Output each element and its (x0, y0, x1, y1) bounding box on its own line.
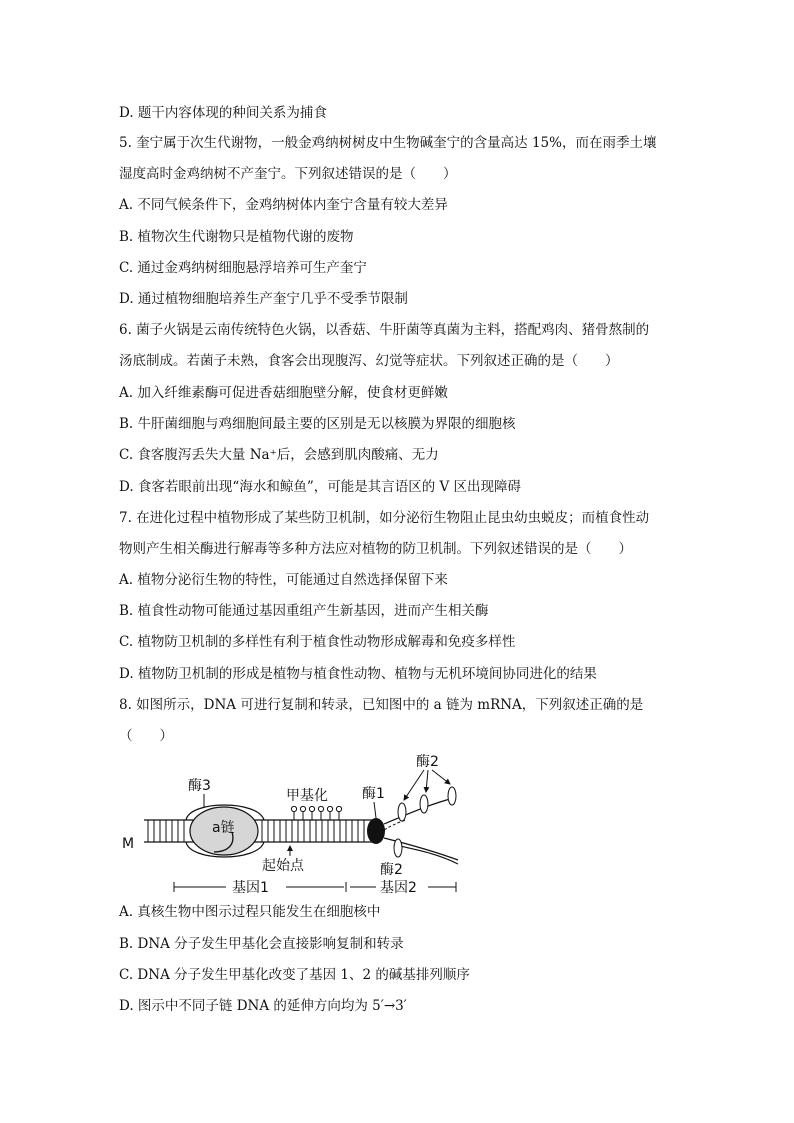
q4-option-d: D. 题干内容体现的种间关系为捕食 (119, 105, 327, 121)
enzyme1-shape (367, 818, 385, 844)
q7-option-b: B. 植食性动物可能通过基因重组产生新基因，进而产生相关酶 (119, 603, 489, 619)
transcript-lower-strand-2 (400, 846, 458, 864)
q5-stem-line1: 5. 奎宁属于次生代谢物，一般金鸡纳树树皮中生物碱奎宁的含量高达 15%，而在雨季土壤 (119, 135, 657, 151)
q8-option-a: A. 真核生物中图示过程只能发生在细胞核中 (119, 904, 381, 920)
q6-option-d: D. 食客若眼前出现“海水和鲸鱼”，可能是其言语区的 V 区出现障碍 (119, 479, 522, 495)
start-site-label: 起始点 (262, 858, 304, 874)
q5-option-c: C. 通过金鸡纳树细胞悬浮培养可生产奎宁 (119, 260, 367, 276)
q6-option-b: B. 牛肝菌细胞与鸡细胞间最主要的区别是无以核膜为界限的细胞核 (119, 416, 516, 432)
methylation-label: 甲基化 (286, 788, 328, 804)
methyl-group (309, 806, 314, 811)
enzyme1-label: 酶1 (362, 786, 385, 802)
q8-stem-line2: （ ） (119, 728, 173, 744)
enzyme3-label: 酶3 (188, 778, 211, 794)
transcript-upper-strand (384, 798, 454, 824)
q6-stem-line2: 汤底制成。若菌子未熟，食客会出现腹泻、幻觉等症状。下列叙述正确的是（ ） (119, 353, 619, 369)
enzyme1-pointer (374, 802, 376, 818)
gene2-label: 基因2 (380, 880, 417, 896)
enzyme2-top-arrow-2 (426, 770, 428, 792)
enzyme2-top-shape-2 (420, 795, 428, 813)
q5-stem-line2: 湿度高时金鸡纳树不产奎宁。下列叙述错误的是（ ） (119, 166, 457, 182)
q5-option-a: A. 不同气候条件下，金鸡纳树体内奎宁含量有较大差异 (119, 197, 448, 213)
q6-option-a: A. 加入纤维素酶可促进香菇细胞壁分解，使食材更鲜嫩 (119, 385, 448, 401)
enzyme2-top-shape-3 (448, 787, 456, 805)
q7-stem-line2: 物则产生相关酶进行解毒等多种方法应对植物的防卫机制。下列叙述错误的是（ ） (119, 541, 632, 557)
q5-option-d: D. 通过植物细胞培养生产奎宁几乎不受季节限制 (119, 291, 408, 307)
enzyme2-bottom-label: 酶2 (380, 862, 403, 878)
gene1-label: 基因1 (232, 880, 269, 896)
methyl-group (327, 806, 332, 811)
q5-option-b: B. 植物次生代谢物只是植物代谢的废物 (119, 229, 354, 245)
m-label: M (122, 836, 135, 852)
enzyme2-bottom-shape (394, 839, 402, 857)
q8-option-d: D. 图示中不同子链 DNA 的延伸方向均为 5′→3′ (119, 998, 407, 1014)
q8-option-b: B. DNA 分子发生甲基化会直接影响复制和转录 (119, 936, 404, 952)
dna-replication-transcription-diagram (118, 748, 468, 896)
methyl-group (291, 806, 296, 811)
methyl-group (336, 806, 341, 811)
enzyme2-top-label: 酶2 (416, 754, 439, 770)
transcript-upper-dash (384, 820, 406, 830)
methylation-marks (291, 806, 341, 820)
q7-option-c: C. 植物防卫机制的多样性有利于植食性动物形成解毒和免疫多样性 (119, 634, 516, 650)
a-chain-label: a链 (212, 820, 235, 836)
enzyme2-top-arrow-1 (404, 770, 424, 800)
q7-stem-line1: 7. 在进化过程中植物形成了某些防卫机制，如分泌衍生物阻止昆虫幼虫蜕皮；而植食性动 (119, 510, 650, 526)
q8-option-c: C. DNA 分子发生甲基化改变了基因 1、2 的碱基排列顺序 (119, 967, 470, 983)
q7-option-d: D. 植物防卫机制的形成是植物与植食性动物、植物与无机环境间协同进化的结果 (119, 666, 597, 682)
q6-option-c: C. 食客腹泻丢失大量 Na⁺后，会感到肌肉酸痛、无力 (119, 447, 439, 463)
q6-stem-line1: 6. 菌子火锅是云南传统特色火锅，以香菇、牛肝菌等真菌为主料，搭配鸡肉、猪骨熬制的 (119, 322, 650, 338)
enzyme2-top-arrow-3 (432, 770, 450, 784)
methyl-group (300, 806, 305, 811)
methyl-group (318, 806, 323, 811)
q8-stem-line1: 8. 如图所示，DNA 可进行复制和转录，已知图中的 a 链为 mRNA，下列叙述正确的是 (119, 697, 644, 713)
q7-option-a: A. 植物分泌衍生物的特性，可能通过自然选择保留下来 (119, 572, 448, 588)
enzyme2-top-shape-1 (398, 803, 406, 821)
